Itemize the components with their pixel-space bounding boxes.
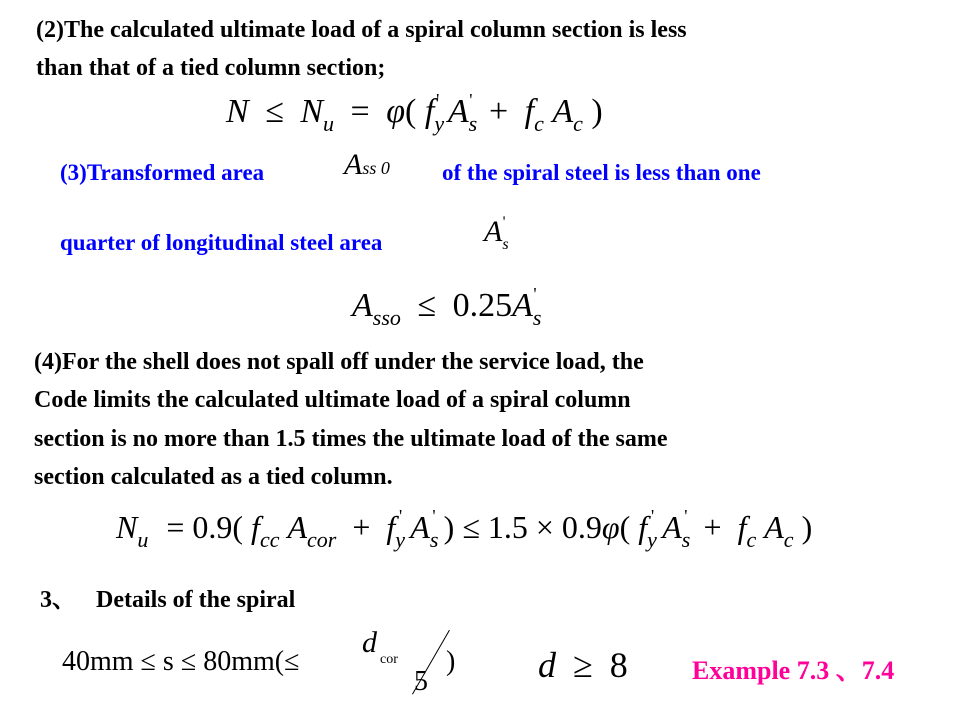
eq1-N: N (226, 93, 249, 130)
eq3-c2: c (783, 527, 794, 552)
eq3-y2: y (647, 527, 657, 552)
eq3-prime1: ' (399, 506, 403, 526)
eq3-c: c (746, 527, 757, 552)
eq1-phi: φ (386, 93, 406, 130)
eq3-prime4: ' (684, 506, 688, 526)
asso-sub: ss 0 (362, 158, 390, 178)
eq3-y: y (395, 527, 406, 552)
eq1-lp: ( (405, 93, 417, 130)
equation-spacing (62, 646, 299, 678)
eq3-phi: φ (601, 509, 620, 545)
eq1-plus: + (488, 93, 509, 130)
equation-ultimate-load (226, 90, 603, 137)
equation-asso-limit (352, 284, 542, 331)
eq3-f3: f (638, 509, 648, 545)
eq1-prime-f: ' (436, 90, 440, 110)
as-A: A (484, 215, 503, 248)
eq3-plus2: + (703, 509, 722, 545)
eq4-cor: cor (380, 652, 398, 667)
eq1-rp: ) (591, 93, 603, 130)
section3-number: 3、 (40, 587, 76, 613)
point4-line1: (4)For the shell does not spall off under the service load, the (34, 349, 644, 375)
eq3-plus: + (352, 509, 371, 545)
point4-line3: section is no more than 1.5 times the ultimate load of the same (34, 426, 668, 452)
eq1-u: u (323, 111, 335, 136)
eq1-y: y (434, 111, 445, 136)
eq3-prime2: ' (432, 506, 436, 526)
eq1-c2: c (573, 111, 583, 136)
eq3-A3: A (662, 509, 682, 545)
eq2-s: s (532, 305, 542, 330)
eq1-c: c (534, 111, 544, 136)
eq3-f2: f (386, 509, 396, 545)
eq3-rp: ) (801, 509, 813, 545)
eq3-s: s (429, 527, 439, 552)
eq4-rp: ) (446, 646, 456, 677)
point3-prefix: (3)Transformed area (60, 160, 265, 185)
eq1-fc: f (524, 93, 535, 130)
eq1-f: f (424, 93, 435, 130)
eq1-prime-A: ' (469, 90, 473, 110)
eq1-Ac: A (552, 93, 574, 130)
eq3-A2: A (410, 509, 430, 545)
eq1-eq: = (350, 93, 370, 130)
eq1-s: s (468, 111, 478, 136)
equation-diameter (538, 644, 628, 686)
as-sub: s (502, 236, 509, 253)
eq2-A2: A (512, 287, 533, 324)
eq5-d: d (538, 645, 556, 685)
point4-line2: Code limits the calculated ultimate load of a spiral column (34, 387, 631, 413)
eq3-Ac: A (764, 509, 784, 545)
eq1-leq: ≤ (265, 93, 284, 130)
eq3-f: f (251, 509, 260, 545)
point3-suffix: of the spiral steel is less than one (442, 160, 761, 185)
eq2-value: 0.25 (452, 287, 513, 324)
eq2-sub: sso (372, 305, 401, 330)
eq3-cc: cc (259, 527, 280, 552)
point3-as-symbol (484, 214, 509, 254)
eq3-prime3: ' (650, 506, 655, 526)
eq2-prime: ' (533, 284, 537, 304)
eq3-lp: ( (619, 509, 631, 545)
point2-line1: (2)The calculated ultimate load of a spiral column section is less (36, 17, 687, 43)
asso-A: A (344, 148, 363, 181)
eq3-fc: f (737, 509, 747, 545)
eq2-A: A (352, 287, 373, 324)
eq1-Nu: N (300, 93, 324, 130)
eq3-u: u (137, 527, 149, 552)
equation-spiral-limit (116, 506, 812, 553)
eq3-A: A (287, 509, 308, 545)
section3-title: Details of the spiral (96, 587, 296, 613)
eq5-geq: ≥ (573, 645, 593, 685)
eq4-five: 5 (414, 666, 428, 697)
example-label: Example 7.3 、7.4 (692, 656, 895, 685)
eq1-A: A (447, 93, 469, 130)
point4-line4: section calculated as a tied column. (34, 464, 393, 490)
eq3-N: N (116, 509, 138, 545)
as-prime: ' (502, 214, 506, 231)
eq3-cor: cor (307, 527, 337, 552)
eq3-s2: s (681, 527, 691, 552)
eq4-d: d (362, 626, 377, 659)
eq4-left: 40mm ≤ s ≤ 80mm(≤ (62, 646, 300, 677)
point3-line2: quarter of longitudinal steel area (60, 230, 383, 255)
eq3-09: = 0.9( (166, 509, 244, 545)
eq5-eight: 8 (609, 645, 628, 685)
point3-asso-symbol (344, 148, 390, 182)
eq2-leq: ≤ (417, 287, 437, 324)
point2-line2: than that of a tied column section; (36, 55, 386, 81)
eq3-15x09: ) ≤ 1.5 × 0.9 (443, 509, 602, 545)
